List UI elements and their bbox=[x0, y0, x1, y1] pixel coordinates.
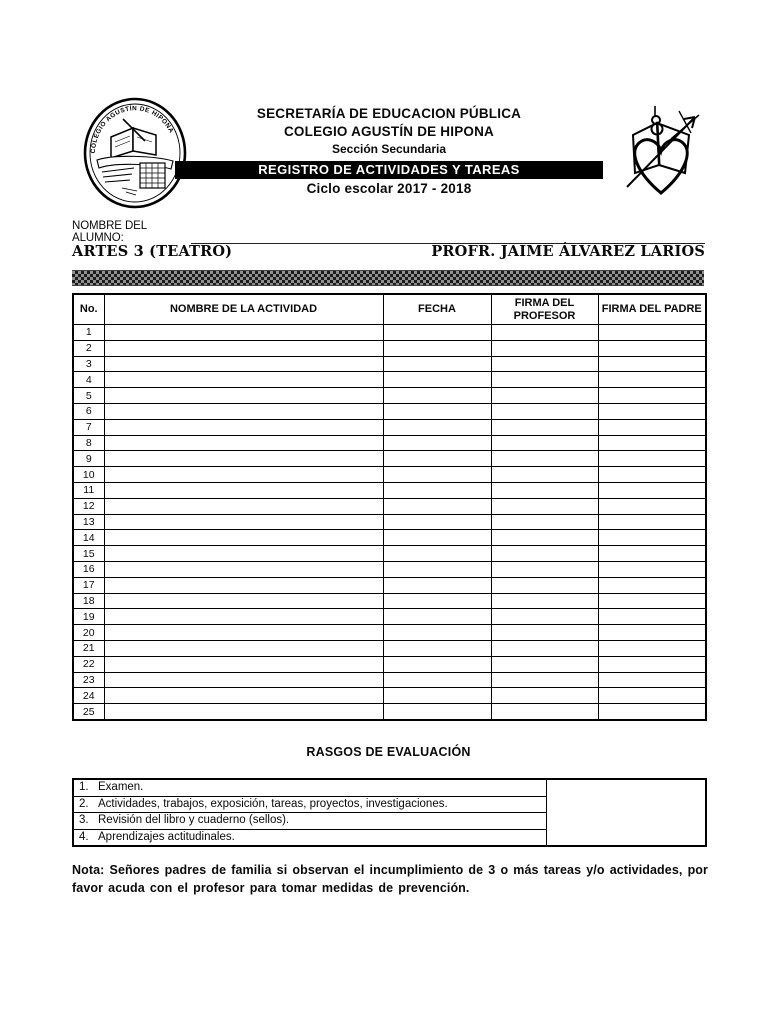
teacher-name: PROFR. JAIME ÁLVAREZ LARIOS bbox=[431, 243, 705, 260]
firma-profesor-cell bbox=[491, 403, 598, 419]
activity-row bbox=[73, 688, 706, 704]
school-section: Sección Secundaria bbox=[331, 142, 447, 156]
activity-no-cell: 13 bbox=[73, 514, 104, 530]
activities-table bbox=[72, 293, 707, 721]
firma-padre-cell bbox=[598, 403, 706, 419]
activity-no-cell: 3 bbox=[73, 356, 104, 372]
activity-name-cell bbox=[104, 482, 383, 498]
student-name-line bbox=[72, 220, 705, 244]
school-seal-icon bbox=[82, 96, 188, 210]
activity-no-cell: 12 bbox=[73, 498, 104, 514]
evaluation-blank-cell bbox=[546, 779, 706, 846]
activity-name-cell bbox=[104, 593, 383, 609]
activity-no-cell: 10 bbox=[73, 467, 104, 483]
activity-name-cell bbox=[104, 498, 383, 514]
activity-no-cell: 2 bbox=[73, 340, 104, 356]
activity-name-cell bbox=[104, 325, 383, 341]
activity-name-cell bbox=[104, 451, 383, 467]
fecha-cell bbox=[383, 482, 491, 498]
evaluation-item-text: Actividades, trabajos, exposición, tareas, proyectos, investigaciones. bbox=[98, 797, 448, 810]
activity-row bbox=[73, 325, 706, 341]
activity-name-cell bbox=[104, 704, 383, 720]
evaluation-title: RASGOS DE EVALUACIÓN bbox=[306, 745, 471, 759]
fecha-cell bbox=[383, 435, 491, 451]
activity-name-cell bbox=[104, 625, 383, 641]
activity-row bbox=[73, 625, 706, 641]
firma-profesor-cell bbox=[491, 325, 598, 341]
activity-no-cell: 1 bbox=[73, 325, 104, 341]
fecha-cell bbox=[383, 356, 491, 372]
firma-padre-cell bbox=[598, 704, 706, 720]
firma-profesor-cell bbox=[491, 577, 598, 593]
fecha-cell bbox=[383, 704, 491, 720]
fecha-cell bbox=[383, 467, 491, 483]
activities-table-body bbox=[73, 325, 706, 720]
fecha-cell bbox=[383, 546, 491, 562]
firma-profesor-cell bbox=[491, 546, 598, 562]
activity-no-cell: 17 bbox=[73, 577, 104, 593]
activity-name-cell bbox=[104, 419, 383, 435]
activity-name-cell bbox=[104, 640, 383, 656]
heart-book-emblem bbox=[619, 103, 703, 201]
fecha-cell bbox=[383, 530, 491, 546]
firma-profesor-cell bbox=[491, 435, 598, 451]
fecha-cell bbox=[383, 640, 491, 656]
activity-no-cell: 15 bbox=[73, 546, 104, 562]
activity-no-cell: 14 bbox=[73, 530, 104, 546]
fecha-cell bbox=[383, 372, 491, 388]
activity-name-cell bbox=[104, 688, 383, 704]
firma-profesor-cell bbox=[491, 672, 598, 688]
fecha-cell bbox=[383, 498, 491, 514]
register-banner: REGISTRO DE ACTIVIDADES Y TAREAS bbox=[175, 161, 603, 179]
activity-name-cell bbox=[104, 388, 383, 404]
firma-padre-cell bbox=[598, 467, 706, 483]
fecha-cell bbox=[383, 388, 491, 404]
activity-no-cell: 16 bbox=[73, 561, 104, 577]
activity-row bbox=[73, 672, 706, 688]
activity-name-cell bbox=[104, 656, 383, 672]
firma-padre-cell bbox=[598, 356, 706, 372]
firma-profesor-cell bbox=[491, 530, 598, 546]
secretariat-title: SECRETARÍA DE EDUCACION PÚBLICA bbox=[256, 106, 522, 121]
activity-row bbox=[73, 577, 706, 593]
activity-row bbox=[73, 340, 706, 356]
activity-no-cell: 4 bbox=[73, 372, 104, 388]
activity-row bbox=[73, 640, 706, 656]
activity-row bbox=[73, 704, 706, 720]
activity-name-cell bbox=[104, 672, 383, 688]
firma-padre-cell bbox=[598, 435, 706, 451]
firma-padre-cell bbox=[598, 577, 706, 593]
activity-row bbox=[73, 435, 706, 451]
firma-padre-cell bbox=[598, 609, 706, 625]
activity-row bbox=[73, 467, 706, 483]
evaluation-item-text: Revisión del libro y cuaderno (sellos). bbox=[98, 814, 290, 827]
activity-no-cell: 18 bbox=[73, 593, 104, 609]
fecha-cell bbox=[383, 672, 491, 688]
firma-padre-cell bbox=[598, 640, 706, 656]
activity-no-cell: 19 bbox=[73, 609, 104, 625]
activity-name-cell bbox=[104, 372, 383, 388]
activity-name-cell bbox=[104, 530, 383, 546]
decorative-checker-bar bbox=[72, 270, 704, 286]
firma-padre-cell bbox=[598, 451, 706, 467]
document-header bbox=[175, 105, 603, 198]
activity-name-cell bbox=[104, 609, 383, 625]
activity-no-cell: 21 bbox=[73, 640, 104, 656]
firma-padre-cell bbox=[598, 372, 706, 388]
evaluation-item-number: 4. bbox=[79, 830, 89, 843]
activity-row bbox=[73, 482, 706, 498]
firma-padre-cell bbox=[598, 514, 706, 530]
fecha-cell bbox=[383, 577, 491, 593]
fecha-cell bbox=[383, 593, 491, 609]
col-header-firma-profesor: FIRMA DEL PROFESOR bbox=[491, 294, 598, 325]
firma-profesor-cell bbox=[491, 593, 598, 609]
firma-profesor-cell bbox=[491, 482, 598, 498]
activity-name-cell bbox=[104, 577, 383, 593]
evaluation-item-number: 3. bbox=[79, 814, 89, 827]
fecha-cell bbox=[383, 656, 491, 672]
col-header-firma-padre: FIRMA DEL PADRE bbox=[598, 294, 706, 325]
activity-row bbox=[73, 593, 706, 609]
evaluation-item-cell bbox=[73, 813, 546, 830]
activities-header-row bbox=[73, 294, 706, 325]
activity-row bbox=[73, 403, 706, 419]
firma-profesor-cell bbox=[491, 640, 598, 656]
activity-row bbox=[73, 530, 706, 546]
activity-name-cell bbox=[104, 340, 383, 356]
firma-profesor-cell bbox=[491, 340, 598, 356]
evaluation-item-cell bbox=[73, 796, 546, 813]
firma-padre-cell bbox=[598, 688, 706, 704]
firma-profesor-cell bbox=[491, 688, 598, 704]
evaluation-item-number: 2. bbox=[79, 797, 89, 810]
student-name-blank bbox=[191, 230, 705, 244]
firma-padre-cell bbox=[598, 419, 706, 435]
firma-padre-cell bbox=[598, 530, 706, 546]
activity-name-cell bbox=[104, 435, 383, 451]
evaluation-item-text: Aprendizajes actitudinales. bbox=[98, 830, 235, 843]
activity-no-cell: 24 bbox=[73, 688, 104, 704]
evaluation-table-body bbox=[73, 779, 706, 846]
activity-no-cell: 5 bbox=[73, 388, 104, 404]
activity-name-cell bbox=[104, 561, 383, 577]
firma-profesor-cell bbox=[491, 561, 598, 577]
firma-profesor-cell bbox=[491, 656, 598, 672]
firma-padre-cell bbox=[598, 388, 706, 404]
activity-row bbox=[73, 656, 706, 672]
school-year: Ciclo escolar 2017 - 2018 bbox=[306, 181, 472, 196]
activity-row bbox=[73, 609, 706, 625]
firma-profesor-cell bbox=[491, 356, 598, 372]
seal-curved-text: COLEGIO AGUSTÍN DE HIPONA bbox=[89, 105, 175, 154]
firma-profesor-cell bbox=[491, 498, 598, 514]
activity-row bbox=[73, 388, 706, 404]
firma-profesor-cell bbox=[491, 514, 598, 530]
activity-name-cell bbox=[104, 403, 383, 419]
firma-profesor-cell bbox=[491, 419, 598, 435]
activity-name-cell bbox=[104, 546, 383, 562]
fecha-cell bbox=[383, 609, 491, 625]
fecha-cell bbox=[383, 688, 491, 704]
activity-no-cell: 22 bbox=[73, 656, 104, 672]
activity-row bbox=[73, 546, 706, 562]
firma-padre-cell bbox=[598, 593, 706, 609]
fecha-cell bbox=[383, 340, 491, 356]
col-header-fecha: FECHA bbox=[383, 294, 491, 325]
fecha-cell bbox=[383, 561, 491, 577]
evaluation-item-cell bbox=[73, 829, 546, 846]
activity-row bbox=[73, 419, 706, 435]
firma-padre-cell bbox=[598, 325, 706, 341]
activity-no-cell: 11 bbox=[73, 482, 104, 498]
fecha-cell bbox=[383, 403, 491, 419]
activity-no-cell: 9 bbox=[73, 451, 104, 467]
firma-padre-cell bbox=[598, 498, 706, 514]
firma-profesor-cell bbox=[491, 704, 598, 720]
fecha-cell bbox=[383, 514, 491, 530]
activity-no-cell: 25 bbox=[73, 704, 104, 720]
evaluation-item-cell bbox=[73, 779, 546, 796]
evaluation-row bbox=[73, 779, 706, 796]
course-line bbox=[72, 243, 705, 260]
activity-row bbox=[73, 498, 706, 514]
firma-padre-cell bbox=[598, 656, 706, 672]
activity-name-cell bbox=[104, 356, 383, 372]
evaluation-table bbox=[72, 778, 707, 847]
firma-profesor-cell bbox=[491, 467, 598, 483]
evaluation-item-number: 1. bbox=[79, 781, 89, 794]
fecha-cell bbox=[383, 325, 491, 341]
firma-padre-cell bbox=[598, 340, 706, 356]
col-header-actividad: NOMBRE DE LA ACTIVIDAD bbox=[104, 294, 383, 325]
subject-title: ARTES 3 (TEATRO) bbox=[72, 243, 233, 260]
activity-row bbox=[73, 561, 706, 577]
activity-name-cell bbox=[104, 514, 383, 530]
firma-profesor-cell bbox=[491, 388, 598, 404]
evaluation-item-text: Examen. bbox=[98, 781, 144, 794]
firma-padre-cell bbox=[598, 482, 706, 498]
activity-name-cell bbox=[104, 467, 383, 483]
fecha-cell bbox=[383, 419, 491, 435]
firma-profesor-cell bbox=[491, 625, 598, 641]
firma-profesor-cell bbox=[491, 451, 598, 467]
activity-row bbox=[73, 514, 706, 530]
school-seal-logo bbox=[82, 96, 188, 210]
student-name-label: NOMBRE DEL ALUMNO: bbox=[72, 220, 147, 244]
firma-profesor-cell bbox=[491, 372, 598, 388]
activity-no-cell: 20 bbox=[73, 625, 104, 641]
firma-padre-cell bbox=[598, 561, 706, 577]
parents-note: Nota: Señores padres de familia si observan el incumplimiento de 3 o más tareas y/o actividades, por favor acuda con el profesor para tomar medidas de prevención. bbox=[72, 863, 708, 895]
activity-row bbox=[73, 356, 706, 372]
activity-no-cell: 8 bbox=[73, 435, 104, 451]
school-name: COLEGIO AGUSTÍN DE HIPONA bbox=[283, 124, 494, 139]
firma-padre-cell bbox=[598, 625, 706, 641]
activity-row bbox=[73, 451, 706, 467]
heart-book-icon bbox=[619, 103, 703, 201]
activity-no-cell: 7 bbox=[73, 419, 104, 435]
fecha-cell bbox=[383, 625, 491, 641]
firma-padre-cell bbox=[598, 672, 706, 688]
fecha-cell bbox=[383, 451, 491, 467]
activity-no-cell: 23 bbox=[73, 672, 104, 688]
col-header-no: No. bbox=[73, 294, 104, 325]
activity-row bbox=[73, 372, 706, 388]
firma-profesor-cell bbox=[491, 609, 598, 625]
firma-padre-cell bbox=[598, 546, 706, 562]
activity-no-cell: 6 bbox=[73, 403, 104, 419]
